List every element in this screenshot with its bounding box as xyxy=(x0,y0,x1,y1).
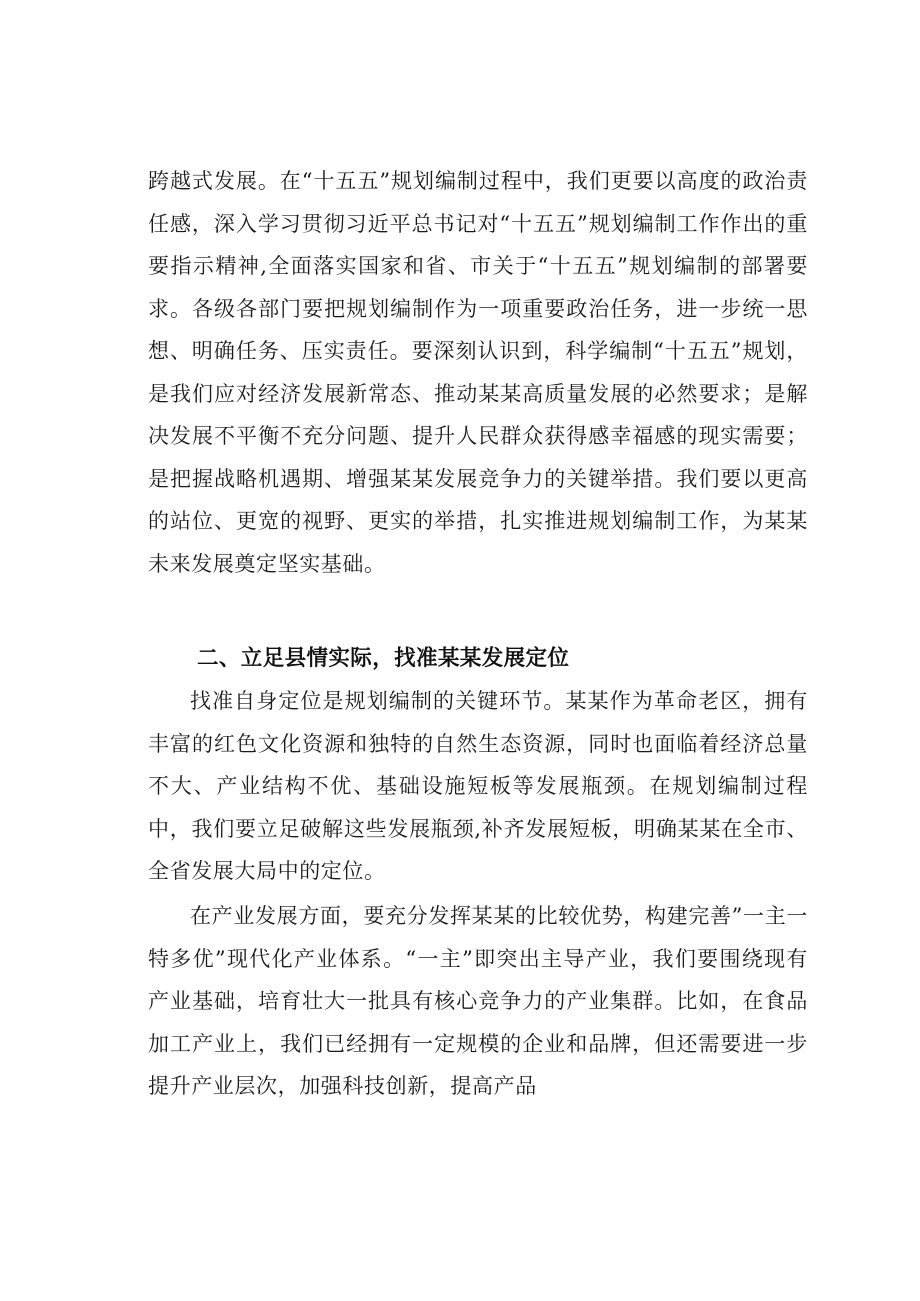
section-text-block-2 xyxy=(148,895,808,1108)
paragraph-continuation: 跨越式发展。在“十五五”规划编制过程中，我们更要以高度的政治责任感，深入学习贯彻习近平总书记对“十五五”规划编制工作作出的重要指示精神,全面落实国家和省、市关于“十五五”规划编制的部署要求。各级各部门要把规划编制作为一项重要政治任务，进一步统一思想、明确任务、压实责任。要深刻认识到，科学编制“十五五”规划，是我们应对经济发展新常态、推动某某高质量发展的必然要求；是解决发展不平衡不充分问题、提升人民群众获得感幸福感的现实需要；是把握战略机遇期、增强某某发展竞争力的关键举措。我们要以更高的站位、更宽的视野、更实的举措，扎实推进规划编制工作，为某某未来发展奠定坚实基础。 xyxy=(148,169,808,576)
section-heading: 二、立足县情实际，找准某某发展定位 xyxy=(197,646,570,671)
section-text-block-1 xyxy=(148,680,808,893)
paragraph-industry: 在产业发展方面，要充分发挥某某的比较优势，构建完善”一主一特多优”现代化产业体系。“一主”即突出主导产业，我们要围绕现有产业基础，培育壮大一批具有核心竞争力的产业集群。比如，在食品加工产业上，我们已经拥有一定规模的企业和品牌，但还需要进一步提升产业层次，加强科技创新，提高产品 xyxy=(148,904,808,1098)
paragraph-positioning: 找准自身定位是规划编制的关键环节。某某作为革命老区，拥有丰富的红色文化资源和独特的自然生态资源，同时也面临着经济总量不大、产业结构不优、基础设施短板等发展瓶颈。在规划编制过程中，我们要立足破解这些发展瓶颈,补齐发展短板，明确某某在全市、全省发展大局中的定位。 xyxy=(148,689,808,883)
opening-text-block xyxy=(148,160,808,585)
